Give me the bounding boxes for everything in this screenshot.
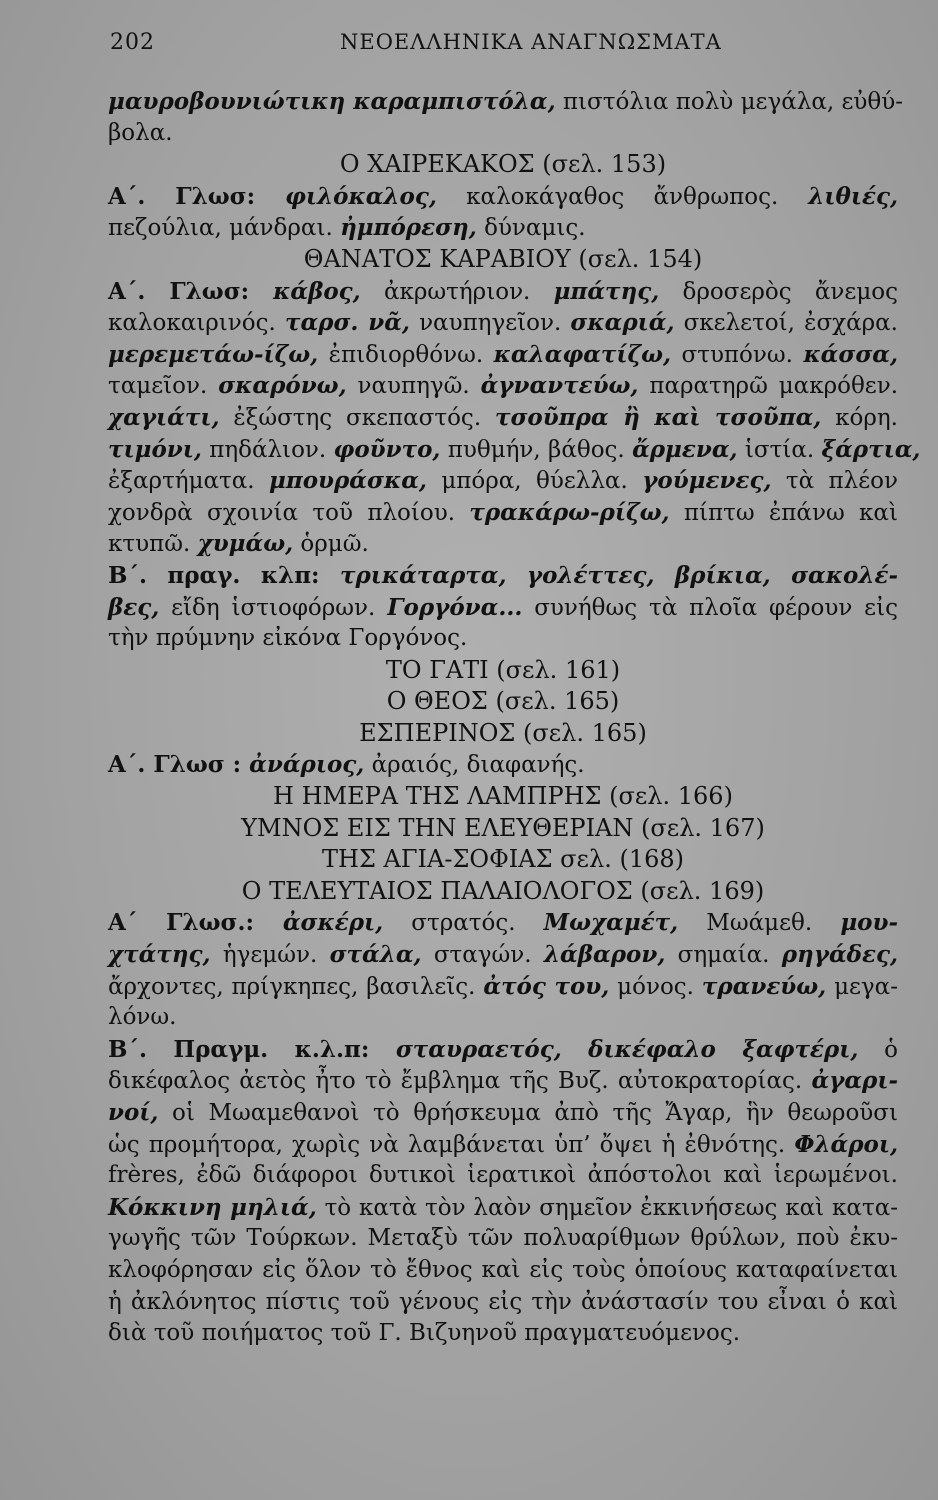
page-number: 202: [110, 30, 155, 55]
text-run: δύναμις.: [476, 215, 586, 242]
glossary-term: Κόκκινη μηλιά,: [108, 1193, 317, 1221]
text-run: κόρη.: [821, 404, 898, 431]
text-run: κτυπῶ.: [108, 531, 198, 558]
text-line: [108, 1034, 898, 1066]
text-line: [108, 1318, 898, 1350]
text-run: τὸ κατὰ τὸν λαὸν σημεῖον ἐκκινήσεως καὶ κατα-: [316, 1194, 898, 1221]
text-line: [108, 339, 898, 371]
text-run: ναυπηγεῖον.: [409, 310, 571, 337]
text-run: δροσερὸς ἄνεμος: [659, 278, 898, 305]
text-run: ΤΗΣ ΑΓΙΑ-ΣΟΦΙΑΣ σελ. (168): [322, 845, 684, 874]
glossary-term: τρακάρω-ρίζω,: [469, 498, 670, 526]
text-run: ΘΑΝΑΤΟΣ ΚΑΡΑΒΙΟΥ (σελ. 154): [303, 244, 703, 273]
gloss-label: Α΄ Γλωσ.:: [108, 909, 254, 937]
section-heading: [108, 244, 898, 276]
section-heading: [108, 718, 898, 750]
text-run: συνήθως τὰ πλοῖα φέρουν εἰς: [522, 594, 898, 621]
glossary-term: ἀσκέρι,: [254, 909, 384, 937]
text-line: [108, 749, 898, 781]
glossary-term: καλαφατίζω,: [493, 340, 672, 368]
text-run: κλοφόρησαν εἰς ὅλον τὸ ἔθνος καὶ εἰς τοὺς ὁποίους καταφαίνεται: [108, 1256, 898, 1283]
glossary-term: γούμενες,: [642, 467, 772, 495]
text-run: πυθμήν, βάθος.: [440, 436, 633, 463]
text-line: [108, 1192, 898, 1224]
text-line: [108, 1002, 898, 1034]
text-run: Μωάμεθ.: [678, 910, 841, 937]
running-title: ΝΕΟΕΛΛΗΝΙΚΑ ΑΝΑΓΝΩΣΜΑΤΑ: [340, 30, 722, 54]
text-line: [108, 370, 898, 402]
text-run: δικέφαλος ἀετὸς ἦτο τὸ ἔμβλημα τῆς Βυζ. αὐτοκρατορίας.: [108, 1068, 812, 1095]
glossary-term: ἠμπόρεση,: [340, 214, 477, 242]
text-line: [108, 1223, 898, 1255]
text-line: [108, 402, 898, 434]
text-run: ταμεῖον.: [108, 373, 219, 400]
glossary-term: ἀτός του,: [483, 972, 610, 1000]
gloss-label: Α΄. Γλωσ:: [108, 277, 250, 305]
glossary-term: χυμάω,: [197, 530, 294, 558]
glossary-term: ρηγάδες,: [781, 941, 899, 969]
glossary-term: ἄρμενα,: [632, 435, 738, 463]
glossary-term: τρανεύω,: [701, 972, 827, 1000]
text-line: [108, 1287, 898, 1319]
text-line: [108, 497, 898, 529]
text-run: ὁρμῶ.: [293, 531, 369, 558]
text-run: μπόρα, θύελλα.: [426, 468, 643, 495]
text-run: στυπόνω.: [671, 341, 804, 368]
text-run: εἴδη ἱστιοφόρων.: [159, 594, 388, 621]
text-run: λόνω.: [108, 1004, 177, 1031]
glossary-term: Μωχαμέτ,: [543, 909, 679, 937]
glossary-term: ἀγαρι-: [811, 1067, 898, 1095]
section-heading: [108, 844, 898, 876]
text-run: γωγῆς τῶν Τούρκων. Μεταξὺ τῶν πολυαρίθμων θρύλων, ποὺ ἐκυ-: [108, 1225, 898, 1252]
text-run: Ο ΧΑΙΡΕΚΑΚΟΣ (σελ. 153): [339, 150, 667, 179]
text-run: ΤΟ ΓΑΤΙ (σελ. 161): [385, 655, 621, 684]
text-line: [108, 307, 898, 339]
section-heading: [108, 781, 898, 813]
text-line: [108, 434, 921, 466]
text-line: [108, 181, 898, 213]
glossary-term: μπάτης,: [553, 277, 660, 305]
text-run: καλοκάγαθος ἄνθρωπος.: [436, 183, 779, 210]
text-run: διὰ τοῦ ποιήματος τοῦ Γ. Βιζυηνοῦ πραγματευόμενος.: [108, 1320, 741, 1347]
glossary-term: κάσσα,: [803, 340, 898, 368]
text-run: πιστόλια πολὺ μεγάλα, εὐθύ-: [555, 89, 903, 115]
text-line: [108, 86, 903, 118]
glossary-term: μπουράσκα,: [269, 467, 427, 495]
text-run: τὴν πρύμνην εἰκόνα Γοργόνος.: [108, 625, 468, 652]
text-run: ἐξώστης σκεπαστός.: [219, 404, 495, 431]
section-heading: [108, 686, 898, 718]
text-line: [108, 528, 898, 560]
glossary-term: χτάτης,: [108, 941, 211, 969]
glossary-term: ἀγναντεύω,: [480, 372, 639, 400]
text-run: ἀκρωτήριον.: [360, 278, 554, 305]
text-run: ἐξαρτήματα.: [108, 468, 270, 495]
page-header: [110, 30, 890, 64]
glossary-term: ἀνάριος,: [241, 751, 365, 779]
glossary-term: Γοργόνα...: [387, 593, 523, 621]
text-line: [108, 560, 898, 592]
text-run: μόνος.: [609, 973, 702, 1000]
text-line: [108, 118, 898, 150]
gloss-label: Β΄. πραγ. κλπ:: [108, 561, 320, 589]
glossary-term: βες,: [108, 593, 160, 621]
text-run: ΕΣΠΕΡΙΝΟΣ (σελ. 165): [359, 718, 647, 747]
glossary-term: ξάρτια,: [821, 435, 921, 463]
text-line: [108, 1255, 898, 1287]
text-run: πηδάλιον.: [201, 436, 334, 463]
glossary-term: μαυροβουνιώτικη καραμπιστόλα,: [108, 88, 556, 115]
text-run: ἡγεμών.: [210, 942, 330, 969]
text-run: ἡ ἀκλόνητος πίστις τοῦ γένους εἰς τὴν ἀνάστασίν του εἶναι ὁ καὶ: [108, 1288, 898, 1315]
text-run: ὡς προμήτορα, χωρὶς νὰ λαμβάνεται ὑπ’ ὄψει ἡ ἐθνότης.: [108, 1131, 795, 1158]
glossary-term: χαγιάτι,: [108, 403, 220, 431]
text-run: Ο ΤΕΛΕΥΤΑΙΟΣ ΠΑΛΑΙΟΛΟΓΟΣ (σελ. 169): [241, 876, 765, 905]
glossary-term: στάλα,: [329, 941, 422, 969]
text-run: ἐπιδιορθόνω.: [318, 341, 494, 368]
text-line: [108, 971, 898, 1003]
text-run: frères, ἐδῶ διάφοροι δυτικοὶ ἱερατικοὶ ἀπόστολοι καὶ ἱερωμένοι.: [108, 1162, 898, 1189]
text-run: σκελετοί, ἐσχάρα.: [674, 310, 898, 337]
text-run: μεγα-: [826, 973, 898, 1000]
text-run: ἱστία.: [737, 436, 822, 463]
page-body: [108, 86, 921, 1350]
glossary-term: ταρσ. νᾶ,: [284, 309, 410, 337]
glossary-term: φοῦντο,: [333, 435, 441, 463]
text-run: οἱ Μωαμεθανοὶ τὸ θρήσκευμα ἀπὸ τῆς Ἄγαρ, ἣν θεωροῦσι: [158, 1100, 898, 1126]
section-heading: [108, 813, 898, 845]
section-heading: [108, 876, 898, 908]
glossary-term: τιμόνι,: [108, 435, 202, 463]
text-run: ἄρχοντες, πρίγκηπες, βασιλεῖς.: [108, 973, 484, 1000]
section-heading: [108, 655, 898, 687]
text-line: [108, 907, 898, 939]
text-run: σταγών.: [421, 942, 544, 969]
glossary-term: μου-: [840, 909, 898, 937]
text-run: τὰ πλέον: [771, 468, 898, 495]
text-line: [108, 939, 898, 971]
text-run: πεζούλια, μάνδραι.: [108, 215, 341, 242]
glossary-term: φιλόκαλος,: [255, 182, 437, 210]
text-line: [108, 592, 898, 624]
section-heading: [108, 149, 898, 181]
glossary-term: λάβαρον,: [543, 941, 666, 969]
gloss-label: Α΄. Γλωσ:: [108, 182, 256, 210]
glossary-term: τρικάταρτα, γολέττες, βρίκια, σακολέ-: [319, 561, 898, 589]
gloss-label: Α΄. Γλωσ :: [108, 751, 242, 779]
text-run: βολα.: [108, 119, 173, 146]
glossary-term: Φλάροι,: [794, 1130, 898, 1158]
text-line: [108, 276, 898, 308]
glossary-term: λιθιές,: [778, 182, 898, 210]
text-line: [108, 1160, 898, 1192]
text-run: παρατηρῶ μακρόθεν.: [638, 373, 899, 400]
glossary-term: νοί,: [108, 1099, 159, 1126]
text-run: Ο ΘΕΟΣ (σελ. 165): [386, 687, 620, 716]
text-run: στρατός.: [383, 910, 544, 937]
text-run: ἀραιός, διαφανής.: [364, 752, 585, 779]
text-run: Η ΗΜΕΡΑ ΤΗΣ ΛΑΜΠΡΗΣ (σελ. 166): [273, 782, 733, 811]
text-line: [108, 623, 898, 655]
glossary-term: σκαριά,: [570, 309, 675, 337]
text-run: ὁ: [858, 1036, 898, 1063]
gloss-label: Β΄. Πραγμ. κ.λ.π:: [108, 1035, 370, 1063]
text-run: πίπτω ἐπάνω καὶ: [669, 499, 898, 526]
glossary-term: σκαρόνω,: [218, 372, 347, 400]
glossary-term: τσοῦπρα ἢ καὶ τσοῦπα,: [495, 403, 822, 431]
text-run: σημαία.: [665, 942, 782, 969]
text-run: ΥΜΝΟΣ ΕΙΣ ΤΗΝ ΕΛΕΥΘΕΡΙΑΝ (σελ. 167): [241, 813, 765, 842]
text-line: [108, 465, 898, 497]
text-line: [108, 1097, 898, 1129]
glossary-term: σταυραετός, δικέφαλο ξαφτέρι,: [369, 1035, 859, 1063]
text-line: [108, 1065, 898, 1097]
text-line: [108, 212, 898, 244]
text-line: [108, 1129, 898, 1161]
text-run: ναυπηγῶ.: [346, 373, 481, 400]
text-run: χονδρὰ σχοινία τοῦ πλοίου.: [108, 499, 470, 526]
glossary-term: μερεμετάω-ίζω,: [108, 340, 319, 368]
text-run: καλοκαιρινός.: [108, 310, 285, 337]
glossary-term: κάβος,: [249, 277, 361, 305]
